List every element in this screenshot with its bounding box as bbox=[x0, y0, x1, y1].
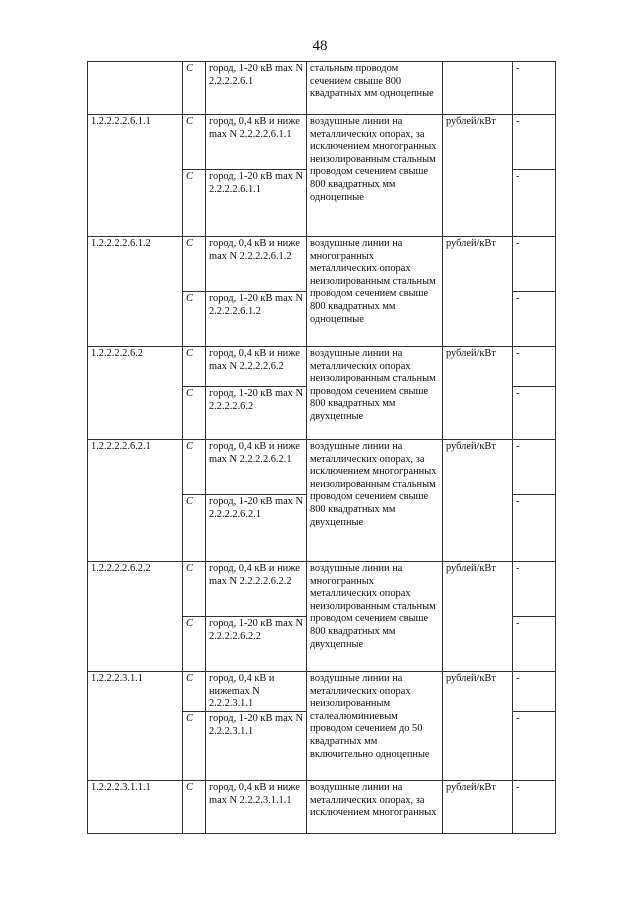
value-cell: - bbox=[513, 672, 556, 712]
table-row bbox=[88, 440, 556, 495]
unit-cell: рублей/кВт bbox=[443, 440, 513, 562]
unit-cell bbox=[443, 62, 513, 115]
voltage-cell: город, 0,4 кВ и ниже max N 2.2.2.2.6.2.1 bbox=[206, 440, 307, 495]
unit-cell: рублей/кВт bbox=[443, 781, 513, 834]
value-cell: - bbox=[513, 115, 556, 170]
voltage-cell: город, 0,4 кВ и ниже max N 2.2.2.2.6.2 bbox=[206, 347, 307, 387]
category-cell: С bbox=[183, 672, 206, 712]
category-cell: С bbox=[183, 387, 206, 440]
table-row bbox=[88, 781, 556, 834]
voltage-cell: город, 1-20 кВ max N 2.2.2.2.6.2.2 bbox=[206, 617, 307, 672]
category-cell: С bbox=[183, 347, 206, 387]
table-row bbox=[88, 672, 556, 712]
tariff-table-body bbox=[88, 62, 556, 834]
category-cell: С bbox=[183, 292, 206, 347]
value-cell: - bbox=[513, 237, 556, 292]
voltage-cell: город, 1-20 кВ max N 2.2.2.2.6.2.1 bbox=[206, 495, 307, 562]
value-cell: - bbox=[513, 495, 556, 562]
line-description: воздушные линии на металлических опорах неизолированным стальным проводом сечением свыше 800 квадратных мм двухцепные bbox=[307, 347, 443, 440]
voltage-cell: город, 0,4 кВ и нижеmax N 2.2.2.3.1.1 bbox=[206, 672, 307, 712]
category-cell: С bbox=[183, 440, 206, 495]
category-cell: С bbox=[183, 237, 206, 292]
item-code: 1.2.2.2.2.6.1.2 bbox=[88, 237, 183, 347]
voltage-cell: город, 0,4 кВ и ниже max N 2.2.2.2.6.1.2 bbox=[206, 237, 307, 292]
value-cell: - bbox=[513, 387, 556, 440]
item-code: 1.2.2.2.2.6.2.2 bbox=[88, 562, 183, 672]
voltage-cell: город, 1-20 кВ max N 2.2.2.3.1.1 bbox=[206, 712, 307, 781]
value-cell: - bbox=[513, 170, 556, 237]
unit-cell: рублей/кВт bbox=[443, 237, 513, 347]
item-code: 1.2.2.2.2.6.2.1 bbox=[88, 440, 183, 562]
line-description: стальным проводом сечением свыше 800 квадратных мм одноцепные bbox=[307, 62, 443, 115]
unit-cell: рублей/кВт bbox=[443, 672, 513, 781]
voltage-cell: город, 1-20 кВ max N 2.2.2.2.6.1 bbox=[206, 62, 307, 115]
item-code: 1.2.2.2.3.1.1 bbox=[88, 672, 183, 781]
value-cell: - bbox=[513, 617, 556, 672]
value-cell: - bbox=[513, 347, 556, 387]
voltage-cell: город, 0,4 кВ и ниже max N 2.2.2.2.6.1.1 bbox=[206, 115, 307, 170]
table-row bbox=[88, 115, 556, 170]
category-cell: С bbox=[183, 617, 206, 672]
value-cell: - bbox=[513, 562, 556, 617]
voltage-cell: город, 0,4 кВ и ниже max N 2.2.2.2.6.2.2 bbox=[206, 562, 307, 617]
voltage-cell: город, 0,4 кВ и ниже max N 2.2.2.3.1.1.1 bbox=[206, 781, 307, 834]
value-cell: - bbox=[513, 781, 556, 834]
category-cell: С bbox=[183, 781, 206, 834]
item-code: 1.2.2.2.3.1.1.1 bbox=[88, 781, 183, 834]
table-row bbox=[88, 237, 556, 292]
line-description: воздушные линии на металлических опорах, за исключением многогранных bbox=[307, 781, 443, 834]
line-description: воздушные линии на многогранных металлических опорах неизолированным стальным проводом сечением свыше 800 квадратных мм одноцепные bbox=[307, 237, 443, 347]
table-row bbox=[88, 62, 556, 115]
tariff-table bbox=[87, 61, 556, 834]
unit-cell: рублей/кВт bbox=[443, 347, 513, 440]
page-number: 48 bbox=[312, 38, 328, 54]
voltage-cell: город, 1-20 кВ max N 2.2.2.2.6.1.1 bbox=[206, 170, 307, 237]
table-row bbox=[88, 347, 556, 387]
category-cell: С bbox=[183, 495, 206, 562]
line-description: воздушные линии на многогранных металлических опорах неизолированным стальным проводом сечением свыше 800 квадратных мм двухцепные bbox=[307, 562, 443, 672]
unit-cell: рублей/кВт bbox=[443, 562, 513, 672]
voltage-cell: город, 1-20 кВ max N 2.2.2.2.6.1.2 bbox=[206, 292, 307, 347]
value-cell: - bbox=[513, 62, 556, 115]
item-code: 1.2.2.2.2.6.1.1 bbox=[88, 115, 183, 237]
item-code: 1.2.2.2.2.6.2 bbox=[88, 347, 183, 440]
value-cell: - bbox=[513, 440, 556, 495]
category-cell: С bbox=[183, 562, 206, 617]
item-code bbox=[88, 62, 183, 115]
table-row bbox=[88, 562, 556, 617]
line-description: воздушные линии на металлических опорах, за исключением многогранных неизолированным стальным проводом сечением свыше 800 квадратных мм одноцепные bbox=[307, 115, 443, 237]
voltage-cell: город, 1-20 кВ max N 2.2.2.2.6.2 bbox=[206, 387, 307, 440]
line-description: воздушные линии на металлических опорах, за исключением многогранных неизолированным стальным проводом сечением свыше 800 квадратных мм двухцепные bbox=[307, 440, 443, 562]
value-cell: - bbox=[513, 292, 556, 347]
category-cell: С bbox=[183, 712, 206, 781]
value-cell: - bbox=[513, 712, 556, 781]
category-cell: С bbox=[183, 170, 206, 237]
category-cell: С bbox=[183, 115, 206, 170]
unit-cell: рублей/кВт bbox=[443, 115, 513, 237]
category-cell: С bbox=[183, 62, 206, 115]
line-description: воздушные линии на металлических опорах неизолированным сталеалюминиевым проводом сечением до 50 квадратных мм включительно одноцепные bbox=[307, 672, 443, 781]
